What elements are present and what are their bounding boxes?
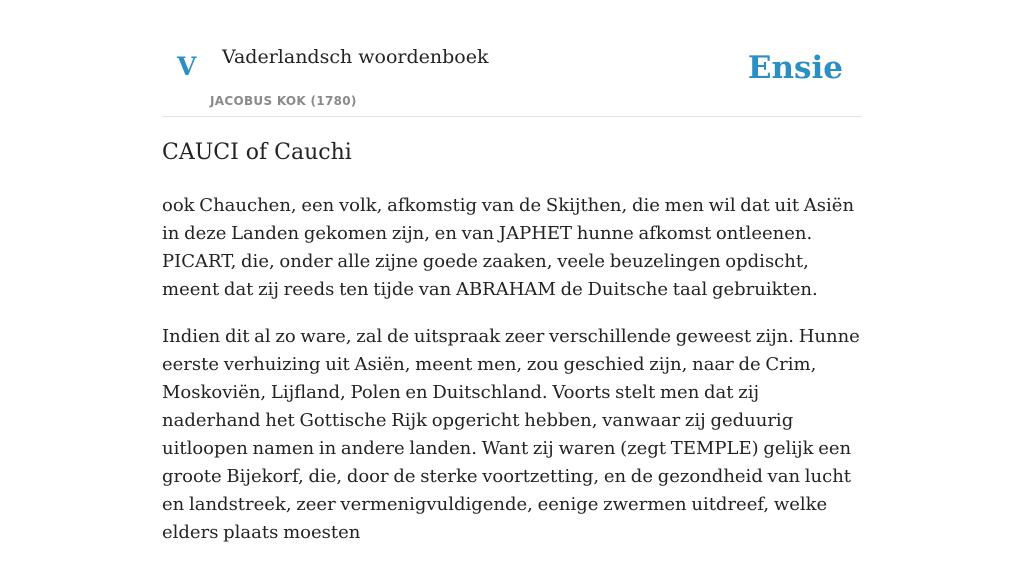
entry-paragraph: ook Chauchen, een volk, afkomstig van de Skijthen, die men wil dat uit Asiën in deze Landen gekomen zijn, en van JAPHET hunne afkomst ontleenen. PICART, die, onder alle zijne goede zaaken, veele beuzelingen opdischt, meent dat zij reeds ten tijde van ABRAHAM de Duitsche taal gebruikten. — [162, 195, 855, 300]
book-title-link[interactable]: Vaderlandsch woordenboek — [222, 46, 489, 68]
book-header — [162, 0, 862, 117]
book-letter-icon[interactable]: V — [177, 52, 197, 81]
entry-body — [162, 192, 862, 566]
book-author: JACOBUS KOK (1780) — [210, 94, 357, 108]
entry-title: CAUCI of Cauchi — [162, 140, 352, 165]
entry-paragraph: Indien dit al zo ware, zal de uitspraak zeer verschillende geweest zijn. Hunne eerste verhuizing uit Asiën, meent men, zou geschied zijn, naar de Crim, Moskoviën, Lijfland, Polen en Duitschland. Voorts stelt men dat zij naderhand het Gottische Rijk opgericht hebben, vanwaar zij geduurig uitloopen namen in andere landen. Want zij waren (zegt TEMPLE) gelijk een groote Bijekorf, die, door de sterke voortzetting, en de gezondheid van lucht en landstreek, zeer vermenigvuldigende, eenige zwermen uitdreef, welke elders plaats moesten — [162, 326, 860, 543]
ensie-logo-link[interactable]: Ensie — [747, 50, 843, 86]
